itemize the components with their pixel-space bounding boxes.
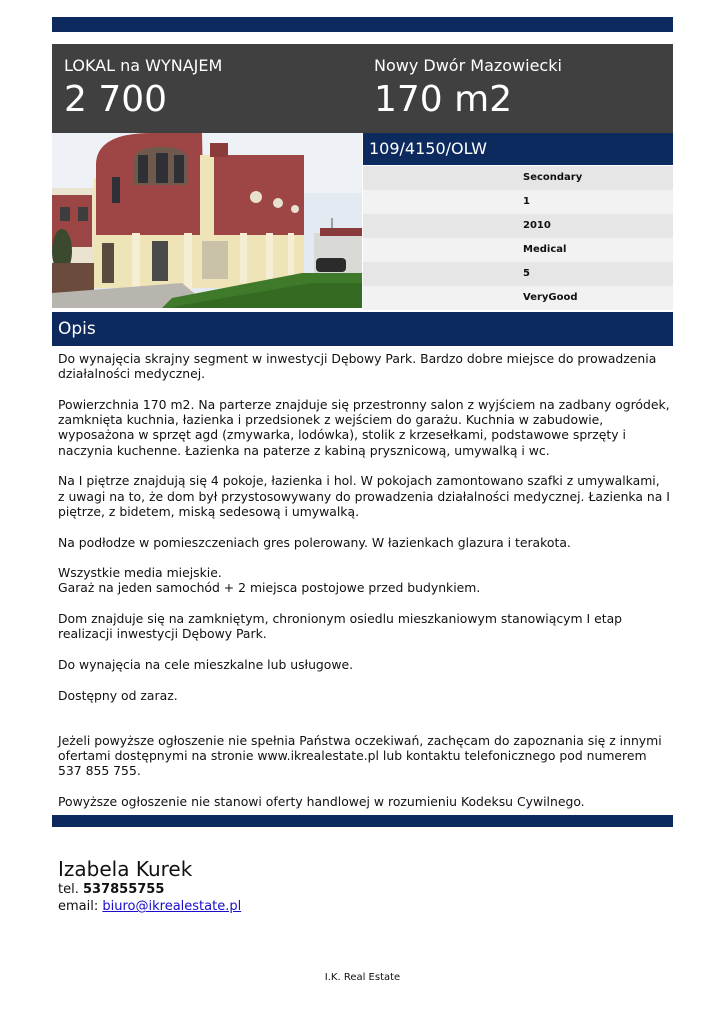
- agent-phone: 537855755: [82, 882, 165, 897]
- attribute-row: VeryGood: [363, 286, 673, 310]
- property-photo-illustration: [52, 133, 362, 308]
- attribute-row: 1: [363, 190, 673, 214]
- description-paragraph: Do wynajęcia na cele mieszkalne lub usługowe.: [58, 656, 354, 672]
- listing-type: LOKAL na WYNAJEM: [64, 56, 223, 75]
- top-accent-bar: [52, 17, 673, 32]
- description-paragraph: Do wynajęcia skrajny segment w inwestycji Dębowy Park. Bardzo dobre miejsce do prowadzenia działalności medycznej.: [58, 351, 657, 382]
- email-label: email:: [58, 899, 99, 914]
- description-paragraph: Powierzchnia 170 m2. Na parterze znajduje się przestronny salon z wyjściem na zadbany ogródek, zamknięta kuchnia, łazienka i przedsionek z wejściem do garażu. Kuchnia w zabudowie, wyposażona w sprzęt agd (zmywarka, lodówka), stolik z krzesełkami, podstawowe sprzęty i naczynia kuchenne. Łazienka na paterze z kabiną prysznicową, umywalką i wc.: [58, 396, 670, 458]
- property-photo: [52, 133, 362, 308]
- attribute-row: Medical: [363, 238, 673, 262]
- description-paragraph: Wszystkie media miejskie.: [58, 565, 222, 581]
- description: [58, 351, 670, 825]
- description-paragraph: Garaż na jeden samochód + 2 miejsca postojowe przed budynkiem.: [58, 580, 481, 596]
- listing-price: 2 700: [64, 79, 168, 120]
- listing-area: 170 m2: [374, 79, 513, 120]
- description-paragraph: Dostępny od zaraz.: [58, 687, 178, 703]
- agent-email-line: [58, 898, 241, 915]
- listing-reference: 109/4150/OLW: [363, 133, 673, 165]
- section-title-opis: Opis: [52, 312, 673, 346]
- description-paragraph: Jeżeli powyższe ogłoszenie nie spełnia Państwa oczekiwań, zachęcam do zapoznania się z innymi ofertami dostępnymi na stronie www.ikrealestate.pl lub kontaktu telefonicznego pod numerem 537 855 755.: [58, 732, 662, 779]
- agent-name: Izabela Kurek: [58, 857, 193, 881]
- description-paragraph: Dom znajduje się na zamkniętym, chronionym osiedlu mieszkaniowym stanowiącym I etap realizacji inwestycji Dębowy Park.: [58, 611, 623, 642]
- agent-email-link[interactable]: biuro@ikrealestate.pl: [102, 899, 242, 914]
- listing-city: Nowy Dwór Mazowiecki: [374, 56, 562, 75]
- attribute-row: 5: [363, 262, 673, 286]
- attributes-table: [363, 166, 673, 310]
- description-paragraph: Na podłodze w pomieszczeniach gres polerowany. W łazienkach glazura i terakota.: [58, 534, 571, 550]
- description-paragraph: Na I piętrze znajdują się 4 pokoje, łazienka i hol. W pokojach zamontowano szafki z umywalkami, z uwagi na to, że dom był przystosowywany do prowadzenia działalności medycznej. Łazienka na I piętrze, z bidetem, miską sedesową i umywalką.: [58, 473, 670, 519]
- agent-contact: [58, 857, 241, 915]
- description-paragraph: Powyższe ogłoszenie nie stanowi oferty handlowej w rozumieniu Kodeksu Cywilnego.: [58, 794, 585, 810]
- footer-company: I.K. Real Estate: [324, 972, 401, 983]
- bottom-accent-bar: [52, 815, 673, 827]
- phone-label: tel.: [58, 882, 79, 897]
- header-right: [374, 56, 562, 122]
- agent-phone-line: [58, 881, 241, 898]
- listing-header: [52, 44, 673, 133]
- attribute-row: 2010: [363, 214, 673, 238]
- attribute-row: Secondary: [363, 166, 673, 190]
- header-left: [64, 56, 222, 122]
